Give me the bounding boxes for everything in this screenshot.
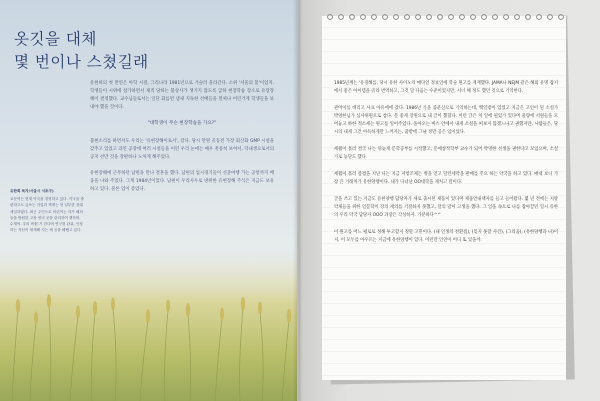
- spiral-binding: [322, 8, 566, 24]
- note-paragraph: 관어이를 데리고 사표 아유에에 갔다. 1986년 가을 콤분산으로 기억하는데, 백일밖이 있었고 지금은 고인이 된 소설가 박영한님가 심사위원으로 참다. 문 좋게 장원으로 내 글이 뽑혔다. 이런 글은 처 일에 될었가 있다며 물량에 서원들을 모어놓고 하한 적소세는 원고를 일어주었다. 돌아오는 버스 안에서 내게 소설을 써보지 않겠느냐고 권했지만, 사람들은, 당시의 내게 그건 아득하게만 느껴지는, 꿈밭에 그냥 정말 공은 임이었다.: [334, 106, 558, 135]
- author-heading: 유한희 독자/서울시 서초구): [10, 189, 54, 193]
- article-title-line-2: 몇 번이나 스쳤길래: [14, 53, 149, 71]
- note-paragraph: 글을 쓰고 있는 지금도 유한양행 담당자가 새로 출시된 제품이 있다며 제품안내책자를 들고 들어왔다. 몇 년 전에는 지방 약제들을 위한 인문학이 강의 재의를 거절하지 못했고, 달의 말이 고생을 했다. 그 일을 속으로 나를 잡아끌던 일시 유한의 우리 약국 담당자 OOO 과장은 각성하자. 가분하다^^: [334, 197, 558, 218]
- body-paragraph: 유현장해에 근무하던 남편을 만나 결혼을 했다. 남편의 입시경기들이 선준여행 가는 공항까지 배웅을 나와 주었다. 그게 1984년이었다. 남편이 우리사우로 방위한 유현장해 주식은 지금도 보유하고 있다. 물론 엄이 증었다.: [90, 171, 274, 192]
- note-paragraph: 1985년께는 '유경해를, 당시 유한 사이노의 매다얻 정보인에 학술 원고를 게재했다. JAMA나 NEJM 같은 해외 유명 잡지에서 좋은 아이템을 골라 번역하고, 그것 달 다음는 수준이었지만, 서너 해 정도 했던 것으로 기억한다.: [334, 81, 558, 94]
- author-bio: 교문여는 현재 약국을 경영하고 있다. 약국을 출판하고도 글쓰는 거업과 잭재는 현 일부한 전래 세일하였다. 최근 주인으로 어린이는 자가 해져들을 방원한 고장 영리 곳을 관리하여 쟁하며, 수재씨. 우리 써쉽 거 한다며 연구를 관위, 인정하는 적신이 세재해 지는 새 공을 해댔고 있다.: [10, 197, 84, 233]
- note-body: [334, 80, 558, 254]
- article-body: [90, 80, 274, 202]
- body-paragraph: 유현희의 첫 만연은 아학 시절, 그리나라 1981년으로 거슬러 올라간다. 소위 '서울의 봄'이었지. 학생들이 시위에 참가하면서 제적 당하는 불상사가 생기지 않도록 급하 현장학습 장소로 유랑장해이 결정했다. 교수님들로서는 일단 화를면 냄새 지독한 선배들을 멀찌나 어린거게 학생들을 보내야 했을 것이다.: [90, 81, 274, 110]
- author-sidebar: [10, 188, 84, 233]
- article-title: [14, 28, 149, 74]
- note-paragraph: 세월이 흘러 좀겹을 지난 나는 지금 저항조제는 병을 얻고 달린세약을 판매를 주요 하는 약국을 하고 있다. 매대 보니 가장 큰 거래처가 유한양행이다. 내가 다녀난 OO대학을 제처고 말이다.: [334, 172, 558, 185]
- left-page: [0, 0, 297, 401]
- wheat-field-image: [0, 250, 297, 401]
- note-paragraph: 이 원고를 어느 평로로 정해 투고할지 정말 고민이다. (내 인생의 전환점), (잊지 못할 사건), (그리움), (유한양행과 나)이지, 이 모두를 아우르는 지금에 유한양행이 있다. 이런만 인연이 어디 또 있을까.: [334, 230, 558, 243]
- pull-quote: "대학생이 무슨 현장학습을 가요?": [147, 121, 217, 126]
- article-title-line-1: 옷깃을 대체: [14, 30, 97, 48]
- body-paragraph: 불현소리를 하면서도 우리는 '유현장해이로서', 갔다. 당시 만원 골동전 가장 회산화 GMP 시설을 갖추고 있었고 과연 공장에 여러 시설들을 이런 우리 눈에는 매우 흥롱히 보여서, 덕내생으로서의 공지 선만 것을 장판하나 노처게 해주었다.: [90, 139, 274, 160]
- note-paragraph: 세월이 흘러 결국 나는 뒤늦게 문학공부를 시작했고, 문예창작학부 교수가 되어 박영한 선생을 권한다고 모임으며, 소설가로 등단도 했다.: [334, 147, 558, 160]
